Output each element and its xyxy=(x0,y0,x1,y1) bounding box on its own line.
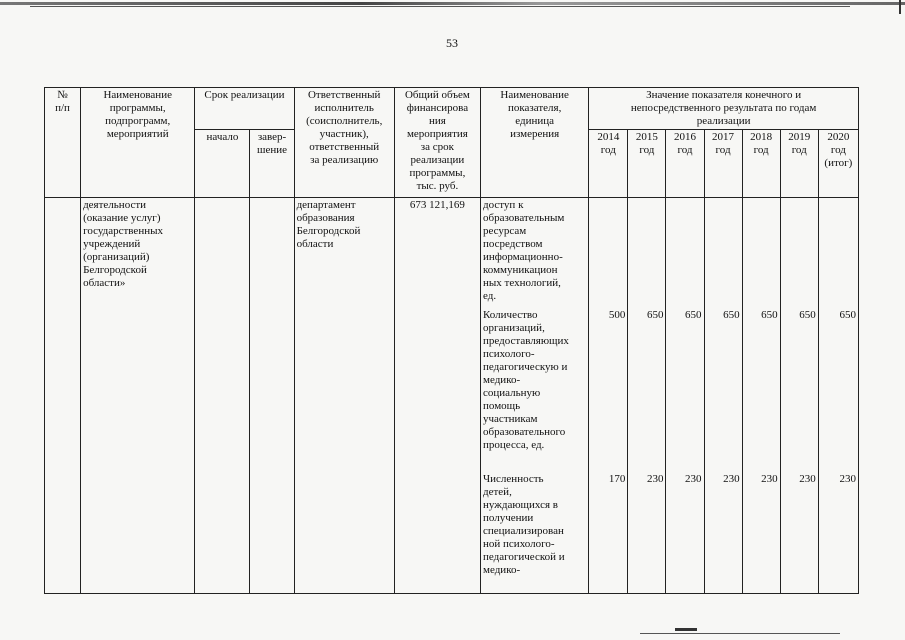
cell-year-2016 xyxy=(666,198,704,594)
cell-indicators xyxy=(481,198,589,594)
cell-num xyxy=(45,198,81,594)
value-2016-ind2: 230 xyxy=(685,473,702,485)
scan-edge-top-line xyxy=(30,6,850,7)
value-2019-ind2: 230 xyxy=(799,473,816,485)
value-2020-ind2: 230 xyxy=(839,473,856,485)
value-2014-ind1: 500 xyxy=(608,309,626,321)
indicator-2-name: Количество организаций, предоставляющих психолого- педагогическую и медико- социальную помощь участникам образовательного процесса, ед. xyxy=(483,309,569,451)
scan-edge-bottom xyxy=(640,633,840,634)
cell-year-2019 xyxy=(780,198,818,594)
value-2020-ind1: 650 xyxy=(839,309,856,321)
value-2018-ind2: 230 xyxy=(761,473,778,485)
header-year-2016: 2016 год xyxy=(666,130,704,198)
header-year-2020: 2020 год (итог) xyxy=(818,130,858,198)
header-year-2014: 2014 год xyxy=(589,130,628,198)
header-year-2015: 2015 год xyxy=(628,130,666,198)
value-2015-ind1: 650 xyxy=(646,309,664,321)
value-2017-ind2: 230 xyxy=(723,473,740,485)
cell-end xyxy=(250,198,294,594)
scan-edge-right xyxy=(899,0,901,14)
cell-start xyxy=(195,198,250,594)
header-year-2018: 2018 год xyxy=(742,130,780,198)
header-period-end: завер- шение xyxy=(250,130,294,198)
value-2019-ind1: 650 xyxy=(799,309,816,321)
value-2016-ind1: 650 xyxy=(685,309,702,321)
cell-year-2014 xyxy=(589,198,628,594)
value-2017-ind1: 650 xyxy=(723,309,740,321)
indicator-1-name: доступ к образовательным ресурсам посредством информационно- коммуникацион ных технологий, ед. xyxy=(483,199,565,302)
header-values: Значение показателя конечного и непосредственного результата по годам реализации xyxy=(589,88,859,130)
header-responsible: Ответственный исполнитель (соисполнитель, участник), ответственный за реализацию xyxy=(294,88,394,198)
page-number: 53 xyxy=(446,36,458,50)
cell-name: деятельности (оказание услуг) государственных учреждений (организаций) Белгородской области» xyxy=(81,198,195,594)
cell-year-2018 xyxy=(742,198,780,594)
cell-funding: 673 121,169 xyxy=(394,198,480,594)
cell-year-2020 xyxy=(818,198,858,594)
header-year-2019: 2019 год xyxy=(780,130,818,198)
header-indicator: Наименование показателя, единица измерения xyxy=(481,88,589,198)
cell-responsible: департамент образования Белгородской области xyxy=(294,198,394,594)
table-row xyxy=(45,198,859,594)
cell-year-2017 xyxy=(704,198,742,594)
scan-edge-top xyxy=(0,2,905,5)
header-name: Наименование программы, подпрограмм, мероприятий xyxy=(81,88,195,198)
cell-year-2015 xyxy=(628,198,666,594)
program-table xyxy=(44,87,859,594)
indicator-3-name: Численность детей, нуждающихся в получении специализирован ной психолого- педагогической и медико- xyxy=(483,473,565,576)
header-period-start: начало xyxy=(195,130,250,198)
header-period: Срок реализации xyxy=(195,88,294,130)
value-2018-ind1: 650 xyxy=(761,309,778,321)
scan-mark xyxy=(675,628,697,631)
value-2014-ind2: 170 xyxy=(608,473,626,485)
header-num: № п/п xyxy=(45,88,81,198)
value-2015-ind2: 230 xyxy=(646,473,664,485)
header-funding: Общий объем финансирова ния мероприятия за срок реализации программы, тыс. руб. xyxy=(394,88,480,198)
header-year-2017: 2017 год xyxy=(704,130,742,198)
